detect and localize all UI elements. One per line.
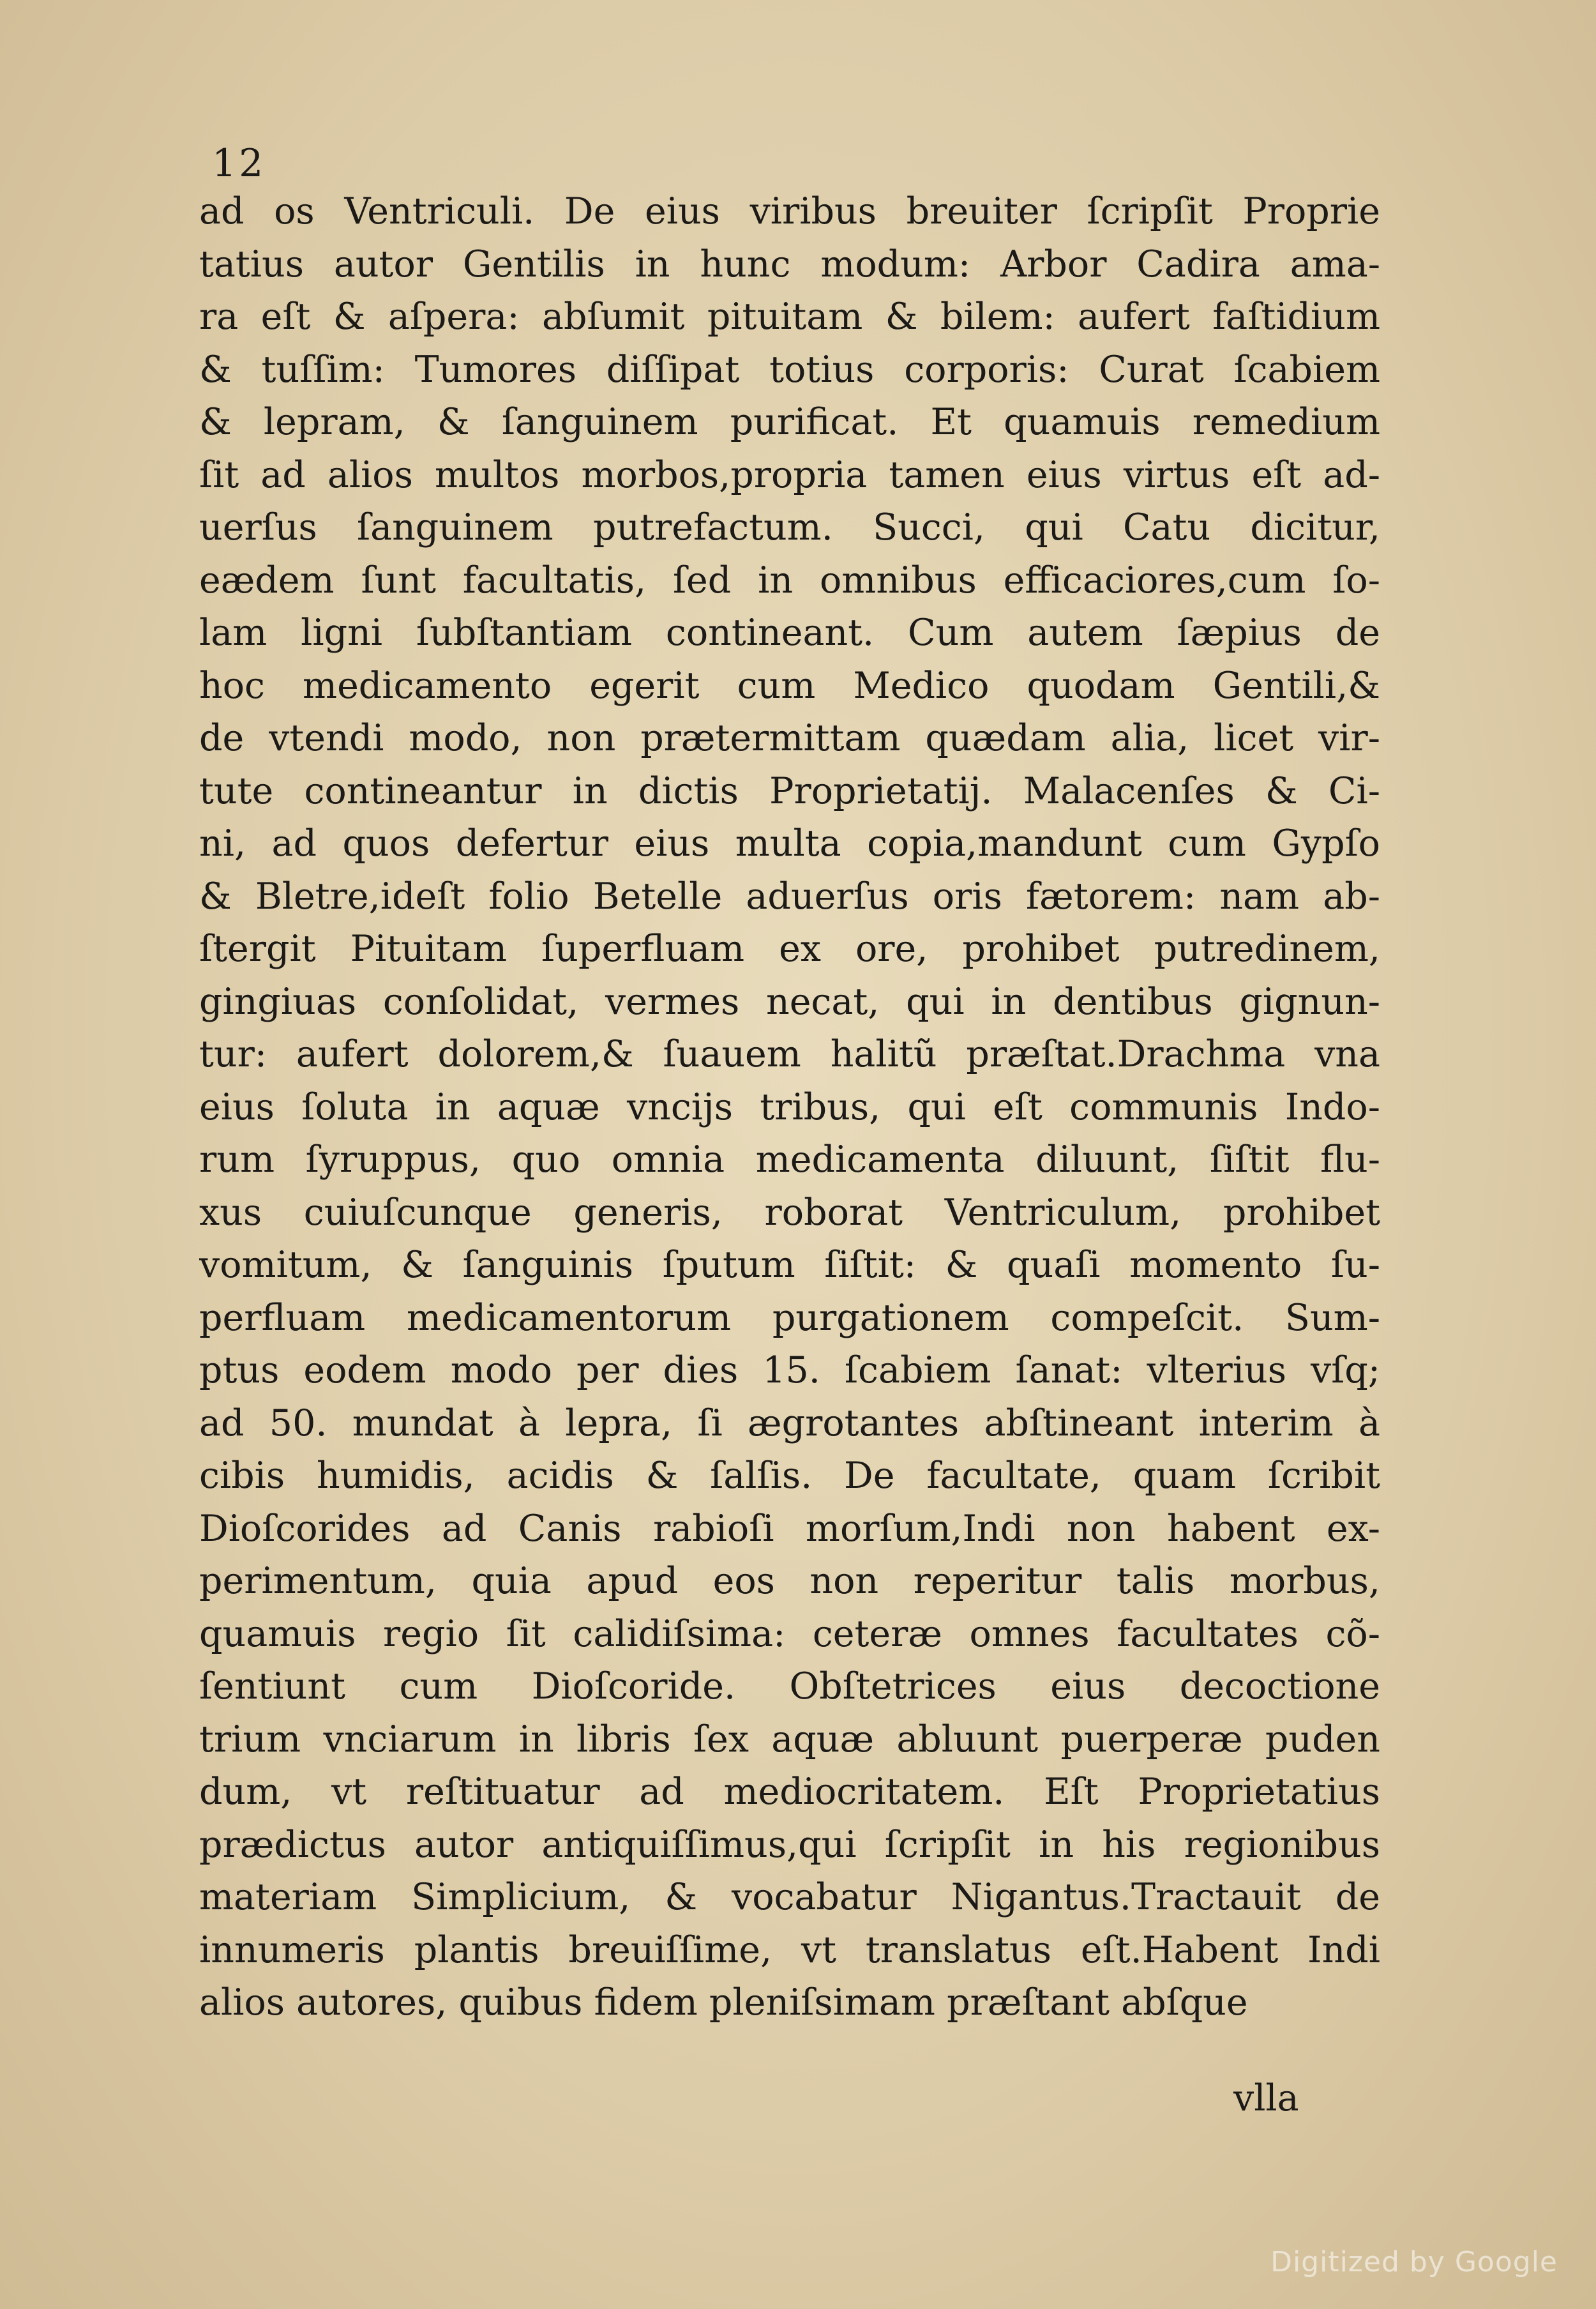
text-line: tute contineantur in dictis Proprietatij. Malacenſes & Ci-	[199, 769, 1380, 812]
text-line: alios autores, quibus fidem pleniſsimam præſtant abſque	[199, 1981, 1248, 2024]
digitization-watermark: Digitized by Google	[1270, 2246, 1558, 2278]
page-number: 12	[212, 141, 266, 186]
text-line: eius ſoluta in aquæ vncijs tribus, qui eſt communis Indo-	[199, 1086, 1380, 1128]
text-line: eædem ſunt facultatis, ſed in omnibus efficaciores,cum ſo-	[199, 559, 1380, 602]
text-line: trium vnciarum in libris ſex aquæ abluunt puerperæ puden	[199, 1718, 1380, 1760]
text-line: ptus eodem modo per dies 15. ſcabiem ſanat: vlterius vſq;	[199, 1349, 1380, 1391]
text-line: hoc medicamento egerit cum Medico quodam Gentili,&	[199, 664, 1380, 707]
text-line: quamuis regio ſit calidiſsima: ceteræ omnes facultates cõ-	[199, 1612, 1380, 1655]
text-line: & Bletre,ideſt folio Betelle aduerſus oris fætorem: nam ab-	[199, 875, 1380, 918]
text-line: ſtergit Pituitam ſuperfluam ex ore, prohibet putredinem,	[199, 928, 1380, 970]
text-line: ſit ad alios multos morbos,propria tamen eius virtus eſt ad-	[199, 453, 1380, 496]
text-line: ra eſt & aſpera: abſumit pituitam & bilem: aufert faſtidium	[199, 296, 1380, 338]
text-line: vomitum, & ſanguinis ſputum ſiſtit: & quaſi momento ſu-	[199, 1244, 1380, 1286]
text-line: de vtendi modo, non prætermittam quædam alia, licet vir-	[199, 717, 1380, 759]
text-line: ad 50. mundat à lepra, ſi ægrotantes abſtineant interim à	[199, 1402, 1380, 1444]
text-line: tatius autor Gentilis in hunc modum: Arbor Cadira ama-	[199, 243, 1380, 285]
text-line: & lepram, & ſanguinem purificat. Et quamuis remedium	[199, 401, 1380, 443]
text-line: ni, ad quos defertur eius multa copia,mandunt cum Gypſo	[199, 822, 1380, 865]
text-line: ad os Ventriculi. De eius viribus breuiter ſcripſit Proprie	[199, 190, 1380, 232]
body-text	[199, 185, 1380, 2029]
catchword: vlla	[1233, 2077, 1299, 2119]
text-line: innumeris plantis breuiſſime, vt translatus eſt.Habent Indi	[199, 1928, 1380, 1971]
text-line: rum ſyruppus, quo omnia medicamenta diluunt, ſiſtit flu-	[199, 1139, 1380, 1181]
text-line: perfluam medicamentorum purgationem compeſcit. Sum-	[199, 1296, 1380, 1339]
text-line: gingiuas conſolidat, vermes necat, qui in dentibus gignun-	[199, 980, 1380, 1023]
text-line: cibis humidis, acidis & ſalſis. De facultate, quam ſcribit	[199, 1455, 1380, 1497]
text-line: tur: aufert dolorem,& ſuauem halitũ præſtat.Drachma vna	[199, 1033, 1380, 1075]
text-line: lam ligni ſubſtantiam contineant. Cum autem ſæpius de	[199, 612, 1380, 654]
text-line: uerſus ſanguinem putrefactum. Succi, qui Catu dicitur,	[199, 506, 1380, 549]
text-line: prædictus autor antiquiſſimus,qui ſcripſit in his regionibus	[199, 1823, 1380, 1866]
text-line: xus cuiuſcunque generis, roborat Ventriculum, prohibet	[199, 1191, 1380, 1234]
text-line: Dioſcorides ad Canis rabioſi morſum,Indi non habent ex-	[199, 1507, 1380, 1550]
text-line: materiam Simplicium, & vocabatur Nigantus.Tractauit de	[199, 1876, 1380, 1918]
text-line: ſentiunt cum Dioſcoride. Obſtetrices eius decoctione	[199, 1665, 1380, 1707]
text-line: & tuſſim: Tumores diſſipat totius corporis: Curat ſcabiem	[199, 348, 1380, 391]
text-line: perimentum, quia apud eos non reperitur talis morbus,	[199, 1560, 1380, 1602]
text-line: dum, vt reſtituatur ad mediocritatem. Eſt Proprietatius	[199, 1771, 1380, 1813]
